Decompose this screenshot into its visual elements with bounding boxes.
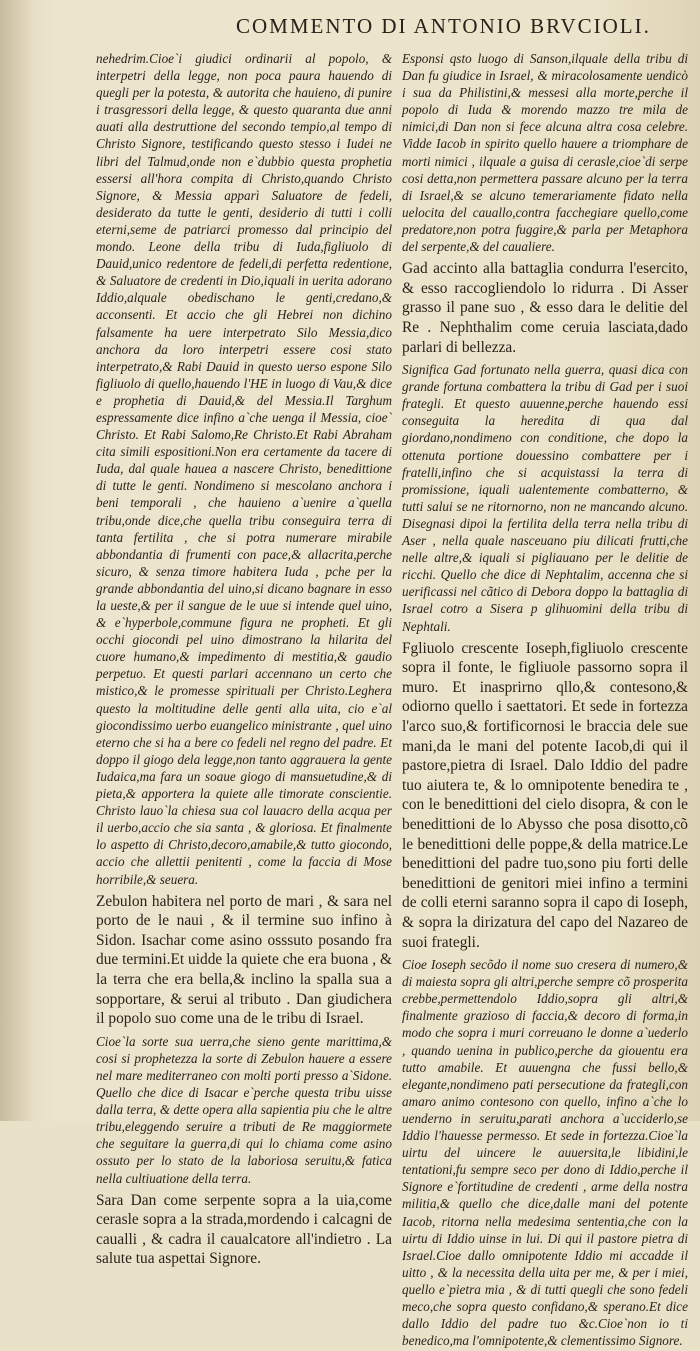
left-column [96,50,392,1271]
page-gutter-shadow [0,0,34,1121]
scripture-verse: Zebulon habitera nel porto de mari , & sara nel porto de le naui , & il termine suo infino à Sidon. Isachar come asino osssuto posando fra due termini.Et uidde la quiete che era buona , & la terra che era bella,& inclino la spalla sua a sopportare, & serui al tributo . Dan giudichera il popolo suo come una de le tribu di Israel. [96,892,392,1028]
commentary-paragraph: Esponsi qsto luogo di Sanson,ilquale della tribu di Dan fu giudice in Israel, & miracolosamente uendicò i sua da Philistini,& messesi alla morte,perche il popolo di Iuda & morendo mazzo tre mila de nimici,di Dan non si fece alcuna altra cosa celebre. Vidde Iacob in spirito quello hauere a triomphare de morti nimici , ilquale a guisa di cerasle,cioe`di serpe cosi detta,non permettera passare alcuno per la terra di Israel,& se alcuno temerariamente fidato nella uelocita del cauallo,contra facchegiare quello,come predatore,non potra fuggire,& parla per Metaphora del serpente,& del caualiere. [402,51,688,255]
scripture-verse: Sara Dan come serpente sopra a la uia,come cerasle sopra a la strada,mordendo i calcagni de caualli , & cadra il caualcatore all'indietro . La salute tua aspettai Signore. [96,1191,392,1268]
commentary-paragraph: Cioe`la sorte sua uerra,che sieno gente marittima,& cosi si prophetezza la sorte di Zebulon hauere a essere nel mare mediterraneo con molti porti presso a`Sidone. Quello che dice di Isacar e`perche questa tribu uisse dalla terra, & dette opera alla sapientia piu che le altre tribu,eleggendo seruire a tributi de Re maggiormete che seguitare la guerra,di qui lo chiama come asino ossuto per lo stato de la laboriosa seruitu,& fatica nella cultiuatione della terra. [96,1033,392,1186]
scripture-verse: Gad accinto alla battaglia condurra l'esercito, & esso raccogliendolo lo ridurra . Di Asser grasso il pane suo , & esso dara le delitie del Re . Nephthalim come ceruia lasciata,dado parlari di bellezza. [402,260,688,356]
commentary-paragraph: Cioe Ioseph secõdo il nome suo cresera di numero,& di maiesta sopra gli altri,perche sempre cõ prosperita crebbe,permettendolo Iddio,sopra gli altri,& finalmente grazioso di faccia,& decoro di forma,in modo che sopra i muri correuano le donne a`uederlo , quando uenina in publico,perche da giouentu era tutto amabile. Et auuengna che fussi bello,& elegante,nondimeno pati persecutione da frategli,con amaro animo contesono con quello, infino a`che lo uenderno in seruitu,parati anchora a`ucciderlo,se Iddio l'hauesse permesso. Et sede in fortezza.Cioe`la uirtu del uincere le auuersita,le libidini,le tentationi,fu sempre seco per dono di Iddio,perche il Signore e`fortitudine de credenti , arme della nostra militia,& quello che dice,dalle mani del potente Iacob, ritorna nella medesima sententia,che con la uirtu di Iddio uinse in lui. Di qui il pastore pietra di Israel.Cioe dallo omnipotente Iddio mi accadde il uitto , & la necessita della uita per me, & per i miei, quello e`pietra mia , & di tutti quegli che sono fedeli meco,che sopra questo confidano,& sperano.Et dice dallo Iddio del padre tuo &c.Cioe`non io ti benedico,ma l'omnipotente,& clementissimo Signore. [402,957,688,1349]
running-head: COMMENTO DI ANTONIO BRVCIOLI. [236,14,651,38]
scripture-verse: Fgliuolo crescente Ioseph,figliuolo crescente sopra il fonte, le figliuole passorno sopra il muro. Et inasprirno qllo,& contesono,& odiorno quello i saettatori. Et sede in fortezza l'arco suo,& fortificornosi le braccia dele sue mani,da le mani del potente Iacob,di qui il pastore,pietra di Israel. Dalo Iddio del padre tuo aiutera te, & lo omnipotente benedira te , con le benedittioni del cielo disopra, & con le benedittioni de lo Abysso che posa disotto,cõ le benedittioni delle poppe,& della matrice.Le benedittioni del padre tuo,sono piu forti delle benedittioni de genitori miei infino a termini de colli eterni saranno sopra il capo di Ioseph, & sopra la dirizatura del capo del Nazareo de suoi frategli. [402,639,688,951]
commentary-paragraph: Significa Gad fortunato nella guerra, quasi dica con grande fortuna combattera la tribu di Gad per i suoi frategli. Et questo auuenne,perche hauendo essi conseguita la heredita di qua dal giordano,nondimeno con conditione, che dopo la ottenuta portione douessino combattere per i fratelli,infino che si acquistassi la terra di promissione, iquali ualentemente combatterno, & tutti salui se ne ritornorno, non ne mancando alcuno. Disegnasi dipoi la fertilita della terra nella tribu di Aser , nella quale nasceuano piu dilicati frutti,che nelle altre,& iquali si pigliauano per le delitie de ricchi. Quello che dice di Nephtalim, accenna che si uerificassi nel cãtico di Debora doppo la battaglia di Israel cotro a Sisera p glihuomini della tribu di Nephtali. [402,362,688,634]
right-column [402,50,688,1351]
commentary-paragraph: nehedrim.Cioe`i giudici ordinarii al popolo, & interpetri della legge, non poca paura hauendo di quegli per la potesta, & autorita che hauieno, di punire i trasgressori della legge, & questo quaranta due anni auati alla destruttione del secondo tempio,al tempo di Christo Signore, testificando questo stesso i Iudei ne libri del Talmud,onde non e`dubbio questa prophetia essersi all'hora compita di Christo,quando Christo Signore, & Messia apparì Saluatore de fedeli, desiderato da tutte le genti, desiderio di tutti i colli eterni,seme de patriarci promesso dal principio del mondo. Leone della tribu di Iuda,figliuolo di Dauid,unico redentore de fedeli,di perfetta redentione, & Saluatore de credenti in Dio,iquali in uerita adorano Iddio,alquale obedischano le genti,credano,& acconsenti. Et accio che gli Hebrei non dichino falsamente ha uere interpetrato Silo Messia,dico anchora da loro interpetri essere cosi stato interpetrato,& Rabi Dauid in questo uerso espone Silo figliuolo di quello,hauendo l'HE in luogo di Vau,& dice e prophetia di Dauid,& del Messia.Il Targhum espressamente dice infino a`che uenga il Messia, cioe` Christo. Et Rabi Salomo,Re Christo.Et Rabi Abraham cita simili espositioni.Non era certamente da tacere di Iuda, dal quale hauea a nascere Christo, benedittione di tutte le genti. Nondimeno si mescolano anchora i beni temporali , che hauieno a`uenire a`quella tribu,onde dice,che quella tribu conseguira terra di tanta fertilita , che si potra numerare mirabile abbondantia di frumenti con pace,& allacrita,perche sicuro, & senza timore habitera Iuda , pche per la grande abbondantia del uino,si dicano bagnare in esso la ueste,& per il sangue de le uue si intende quel uino, & e`hyperbole,commune figura ne propheti. Et gli occhi giocondi pel uino dimostrano la hilarita del cuore humano,& impedimento di mestitia,& gaudio perpetuo. Et questi parlari accennano un certo che mistico,& le promesse spirituali per Christo.Leghera questo la moltitudine delle genti alla uita, cio e`al giocondissimo uerbo euangelico ministrante , quel uino eterno che si ha a bere co fedeli nel regno del padre. Et doppo il giogo dela legge,non tanto aggrauera la gente Iudaica,ma fara un soaue giogo di mansuetudine,& di pieta,& apportera la quiete alle timorate conscientie. Christo lauo`la chiesa sua col lauacro della acqua per il uerbo,accio che sia santa , & gloriosa. Et finalmente lo aspetto di Christo,decoro,amabile,& tutto giocondo, accio che allettii penitenti , come la faccia di Mose horribile,& seuera. [96,51,392,887]
